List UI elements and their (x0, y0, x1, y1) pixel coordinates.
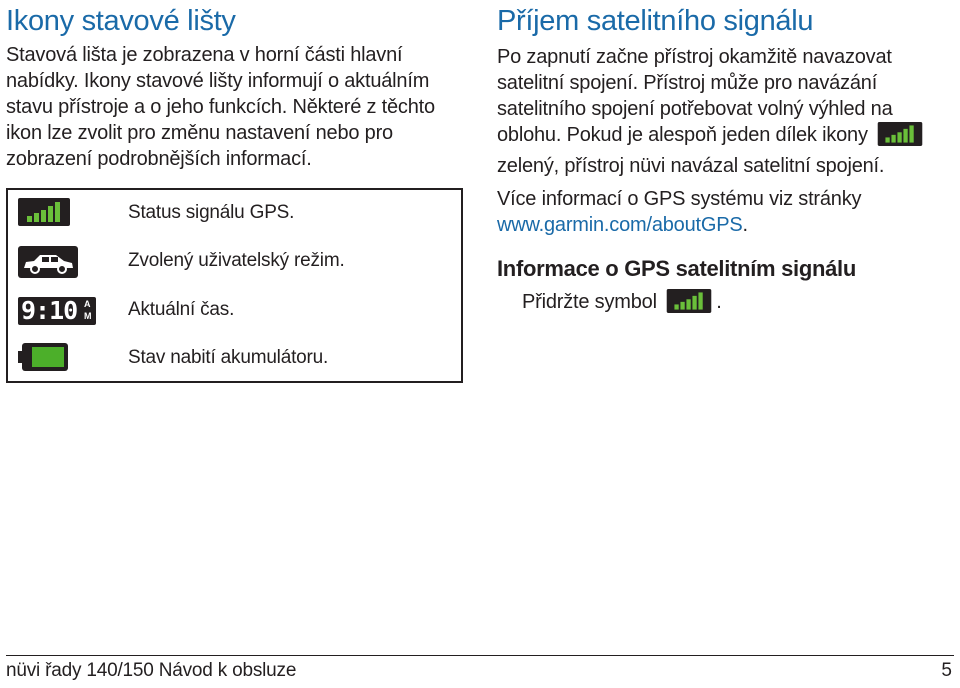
gps-info-text: Více informací o GPS systému viz stránky (497, 188, 862, 210)
subheading-gps-info: Informace o GPS satelitním signálu (497, 256, 856, 281)
section-heading-satellite: Příjem satelitního signálu (497, 5, 814, 37)
clock-icon (18, 295, 102, 327)
clock-time-text: 9:10 (21, 296, 78, 325)
satellite-paragraph (497, 44, 957, 179)
garmin-gps-link[interactable]: www.garmin.com/aboutGPS (497, 214, 743, 236)
table-row (8, 190, 461, 238)
table-row-label: Aktuální čas. (128, 299, 235, 320)
clock-am-m: M (84, 311, 92, 321)
satellite-text-after: zelený, přístroj nüvi navázal satelitní spojení. (497, 155, 885, 177)
table-row (8, 238, 461, 286)
clock-am-a: A (84, 299, 91, 309)
status-icons-table (6, 188, 463, 383)
table-row-label: Status signálu GPS. (128, 202, 295, 223)
gps-signal-icon (18, 198, 102, 230)
intro-paragraph: Stavová lišta je zobrazena v horní části hlavní nabídky. Ikony stavové lišty informují o aktuálním stavu přístroje a o jeho funkcích. Některé z těchto ikon lze zvolit pro změnu nastavení nebo pro zobrazení podrobnějších informací. (6, 44, 435, 170)
gps-info-paragraph (497, 186, 957, 238)
footer-divider (6, 655, 954, 656)
hold-symbol-text: Přidržte symbol (522, 291, 657, 313)
footer-title: nüvi řady 140/150 Návod k obsluze (6, 660, 297, 681)
battery-icon (18, 343, 102, 375)
table-row-label: Stav nabití akumulátoru. (128, 347, 329, 368)
gps-signal-icon (666, 289, 712, 320)
gps-signal-icon (877, 122, 923, 153)
table-row (8, 335, 461, 383)
hold-symbol-period: . (716, 291, 722, 313)
section-heading-status-icons: Ikony stavové lišty (6, 5, 236, 37)
page-number: 5 (941, 660, 952, 681)
gps-info-period: . (742, 214, 748, 236)
satellite-text-before: Po zapnutí začne přístroj okamžitě navazovat satelitní spojení. Přístroj může pro navázání satelitního spojení potřebovat volný výhled na oblohu. Pokud je alespoň jeden dílek ikony (497, 46, 893, 146)
hold-symbol-paragraph (522, 289, 722, 320)
car-icon (18, 246, 102, 278)
table-row-label: Zvolený uživatelský režim. (128, 250, 345, 271)
table-row (8, 287, 461, 335)
